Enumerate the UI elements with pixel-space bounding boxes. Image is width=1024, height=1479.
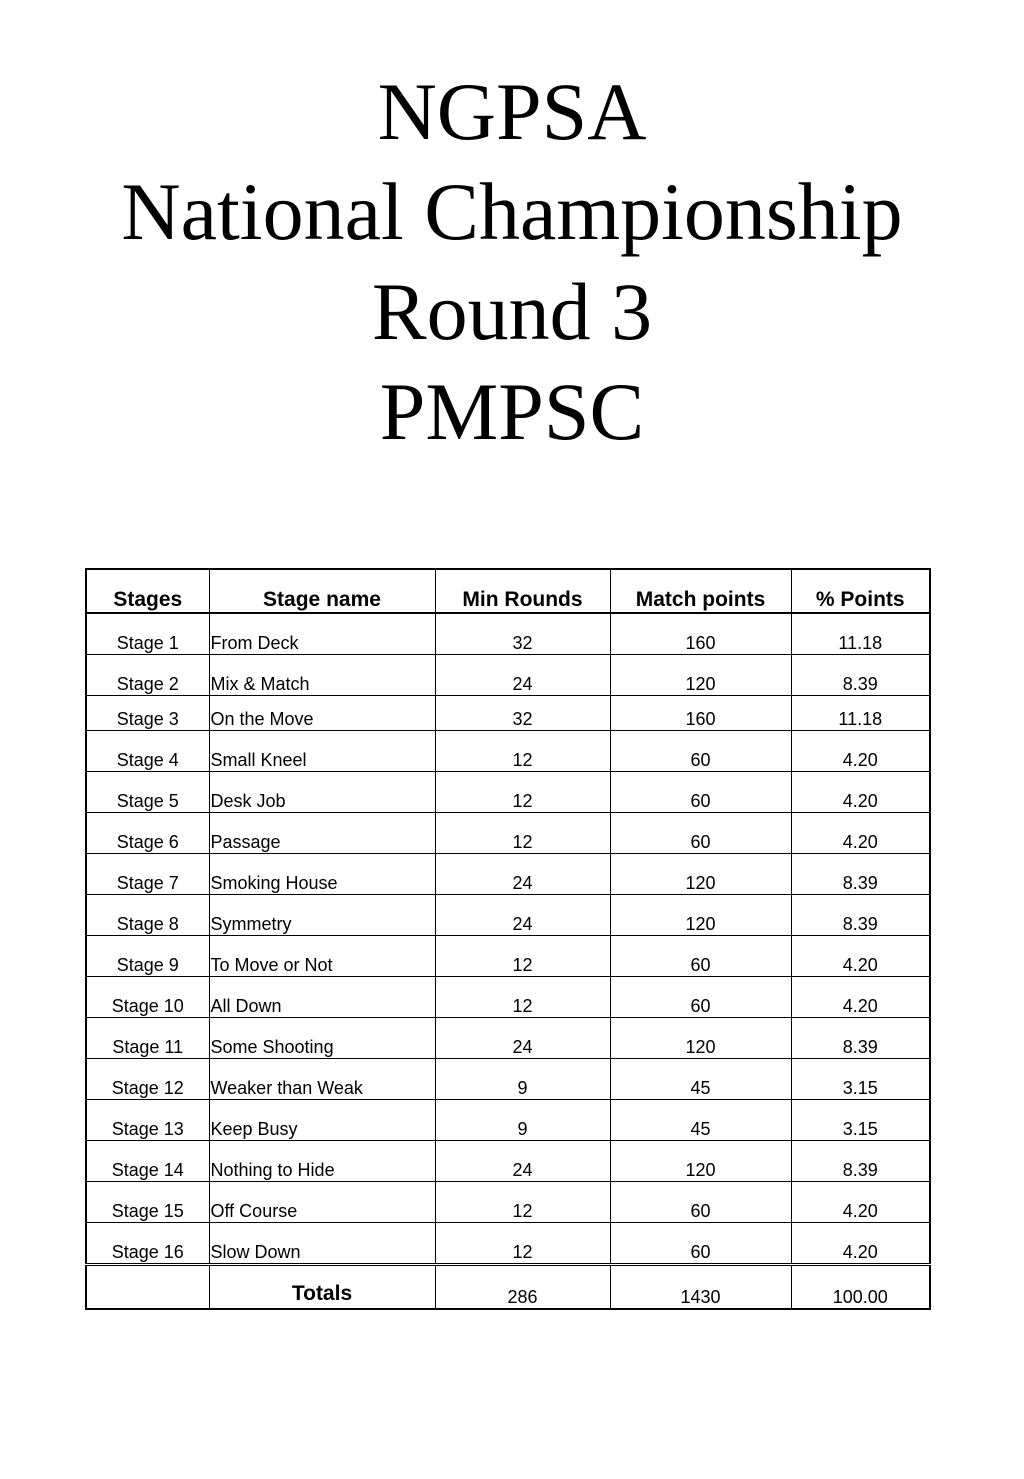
stage-name-cell: Nothing to Hide [209,1141,435,1182]
percent-points-cell: 4.20 [791,813,930,854]
match-points-cell: 160 [610,696,791,731]
table-row [86,1182,930,1223]
table-row [86,772,930,813]
stage-cell: Stage 2 [86,655,209,696]
totals-row [86,1265,930,1310]
stage-cell: Stage 15 [86,1182,209,1223]
table-header-row [86,569,930,613]
percent-points-cell: 8.39 [791,655,930,696]
document-title [0,62,1024,462]
title-line-4: PMPSC [379,366,645,457]
totals-label: Totals [209,1265,435,1310]
stage-cell: Stage 10 [86,977,209,1018]
stage-name-cell: Slow Down [209,1223,435,1265]
table-row [86,1141,930,1182]
table-row [86,1018,930,1059]
percent-points-cell: 8.39 [791,854,930,895]
stage-cell: Stage 13 [86,1100,209,1141]
title-line-3: Round 3 [371,266,653,357]
stage-name-cell: From Deck [209,613,435,655]
percent-points-cell: 8.39 [791,1018,930,1059]
min-rounds-cell: 9 [435,1100,610,1141]
stage-name-cell: Some Shooting [209,1018,435,1059]
min-rounds-cell: 24 [435,854,610,895]
min-rounds-cell: 12 [435,813,610,854]
table-row [86,895,930,936]
match-points-cell: 120 [610,1141,791,1182]
stage-name-cell: Symmetry [209,895,435,936]
stage-name-cell: Smoking House [209,854,435,895]
header-stages: Stages [86,569,209,613]
stage-name-cell: Off Course [209,1182,435,1223]
match-points-cell: 120 [610,1018,791,1059]
match-points-cell: 160 [610,613,791,655]
header-min-rounds: Min Rounds [435,569,610,613]
match-points-cell: 120 [610,655,791,696]
match-points-cell: 60 [610,936,791,977]
match-points-cell: 60 [610,977,791,1018]
stage-cell: Stage 14 [86,1141,209,1182]
percent-points-cell: 8.39 [791,895,930,936]
min-rounds-cell: 12 [435,731,610,772]
stage-name-cell: All Down [209,977,435,1018]
percent-points-cell: 11.18 [791,613,930,655]
percent-points-cell: 3.15 [791,1100,930,1141]
table-row [86,655,930,696]
match-points-cell: 60 [610,1182,791,1223]
table-row [86,977,930,1018]
match-points-cell: 120 [610,854,791,895]
min-rounds-cell: 24 [435,1018,610,1059]
min-rounds-cell: 32 [435,613,610,655]
header-match-points: Match points [610,569,791,613]
stage-name-cell: Desk Job [209,772,435,813]
stage-name-cell: Small Kneel [209,731,435,772]
min-rounds-cell: 32 [435,696,610,731]
percent-points-cell: 4.20 [791,772,930,813]
percent-points-cell: 4.20 [791,1223,930,1265]
table-row [86,731,930,772]
percent-points-cell: 4.20 [791,1182,930,1223]
stage-name-cell: Keep Busy [209,1100,435,1141]
stage-cell: Stage 16 [86,1223,209,1265]
percent-points-cell: 4.20 [791,977,930,1018]
match-points-cell: 60 [610,772,791,813]
min-rounds-cell: 24 [435,1141,610,1182]
totals-match-points: 1430 [610,1265,791,1310]
header-stage-name: Stage name [209,569,435,613]
stage-cell: Stage 5 [86,772,209,813]
stage-cell: Stage 8 [86,895,209,936]
percent-points-cell: 8.39 [791,1141,930,1182]
match-points-cell: 45 [610,1059,791,1100]
table-row [86,854,930,895]
min-rounds-cell: 9 [435,1059,610,1100]
stage-name-cell: Weaker than Weak [209,1059,435,1100]
stage-cell: Stage 11 [86,1018,209,1059]
table-row [86,613,930,655]
min-rounds-cell: 24 [435,895,610,936]
percent-points-cell: 4.20 [791,731,930,772]
min-rounds-cell: 12 [435,772,610,813]
stage-cell: Stage 7 [86,854,209,895]
min-rounds-cell: 12 [435,1223,610,1265]
table-row [86,1223,930,1265]
match-points-cell: 60 [610,731,791,772]
table-row [86,813,930,854]
header-percent-points: % Points [791,569,930,613]
min-rounds-cell: 12 [435,1182,610,1223]
stage-name-cell: To Move or Not [209,936,435,977]
stages-table [85,568,931,1310]
stage-cell: Stage 12 [86,1059,209,1100]
percent-points-cell: 11.18 [791,696,930,731]
stage-cell: Stage 6 [86,813,209,854]
min-rounds-cell: 12 [435,977,610,1018]
percent-points-cell: 4.20 [791,936,930,977]
title-line-2: National Championship [121,166,903,257]
stage-name-cell: Mix & Match [209,655,435,696]
table-row [86,696,930,731]
stage-cell: Stage 9 [86,936,209,977]
stage-cell: Stage 1 [86,613,209,655]
table-row [86,1059,930,1100]
totals-empty-cell [86,1265,209,1310]
percent-points-cell: 3.15 [791,1059,930,1100]
match-points-cell: 60 [610,1223,791,1265]
stage-name-cell: On the Move [209,696,435,731]
match-points-cell: 120 [610,895,791,936]
table-row [86,936,930,977]
min-rounds-cell: 24 [435,655,610,696]
totals-percent-points: 100.00 [791,1265,930,1310]
match-points-cell: 45 [610,1100,791,1141]
title-line-1: NGPSA [377,66,647,157]
stage-cell: Stage 4 [86,731,209,772]
min-rounds-cell: 12 [435,936,610,977]
stage-name-cell: Passage [209,813,435,854]
totals-min-rounds: 286 [435,1265,610,1310]
stage-cell: Stage 3 [86,696,209,731]
table-row [86,1100,930,1141]
match-points-cell: 60 [610,813,791,854]
